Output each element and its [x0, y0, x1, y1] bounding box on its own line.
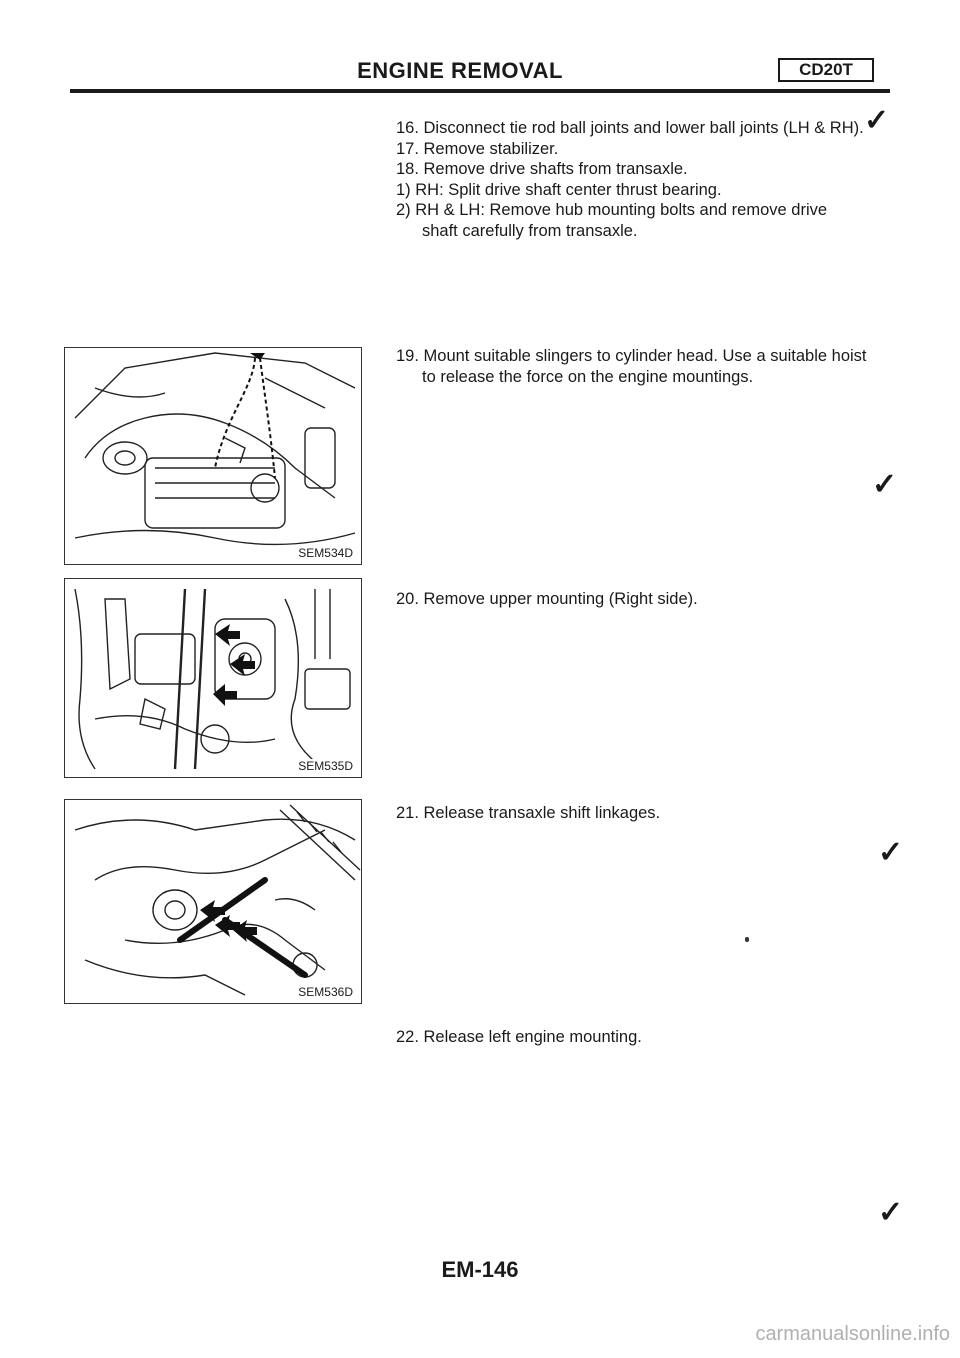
arrow-icon — [200, 900, 225, 922]
step-18-2-cont: shaft carefully from transaxle. — [422, 221, 638, 240]
page-title-text: ENGINE REMOVAL — [357, 58, 563, 83]
step-18: 18. Remove drive shafts from transaxle. — [396, 160, 688, 178]
step-19-line1: 19. Mount suitable slingers to cylinder head. Use a suitable hoist — [396, 347, 867, 365]
watermark: carmanualsonline.info — [755, 1323, 950, 1345]
step-17: 17. Remove stabilizer. — [396, 139, 559, 158]
header-rule — [70, 89, 890, 93]
shift-linkages-illustration — [65, 800, 361, 1003]
step-19 — [396, 346, 896, 387]
figure-shift-linkages — [64, 799, 362, 1004]
check-mark-icon: ✓ — [878, 836, 904, 869]
arrow-icon — [213, 684, 237, 706]
step-19-line2: to release the force on the engine mountings. — [422, 367, 754, 386]
figure-code: SEM534D — [298, 546, 353, 560]
speck — [745, 937, 749, 942]
step-21: 21. Release transaxle shift linkages. — [396, 804, 661, 822]
step-22: 22. Release left engine mounting. — [396, 1028, 642, 1046]
step-18-1: 1) RH: Split drive shaft center thrust bearing. — [396, 180, 722, 199]
step-16-18 — [396, 118, 896, 241]
step-18-2: 2) RH & LH: Remove hub mounting bolts and remove drive — [396, 201, 828, 219]
upper-mounting-illustration — [65, 579, 361, 777]
check-mark-icon: ✓ — [864, 104, 890, 137]
figure-code: SEM535D — [298, 759, 353, 773]
figure-upper-mounting — [64, 578, 362, 778]
step-20: 20. Remove upper mounting (Right side). — [396, 590, 698, 608]
figure-engine-slingers — [64, 347, 362, 565]
arrow-icon — [215, 624, 240, 646]
engine-code-badge: CD20T — [778, 58, 874, 82]
check-mark-icon: ✓ — [878, 1196, 904, 1229]
page-number: EM-146 — [441, 1257, 519, 1282]
figure-code: SEM536D — [298, 985, 353, 999]
arrow-icon — [215, 915, 240, 937]
engine-slingers-illustration — [65, 348, 361, 564]
check-mark-icon: ✓ — [872, 468, 898, 501]
step-16: 16. Disconnect tie rod ball joints and lower ball joints (LH & RH). — [396, 119, 864, 137]
